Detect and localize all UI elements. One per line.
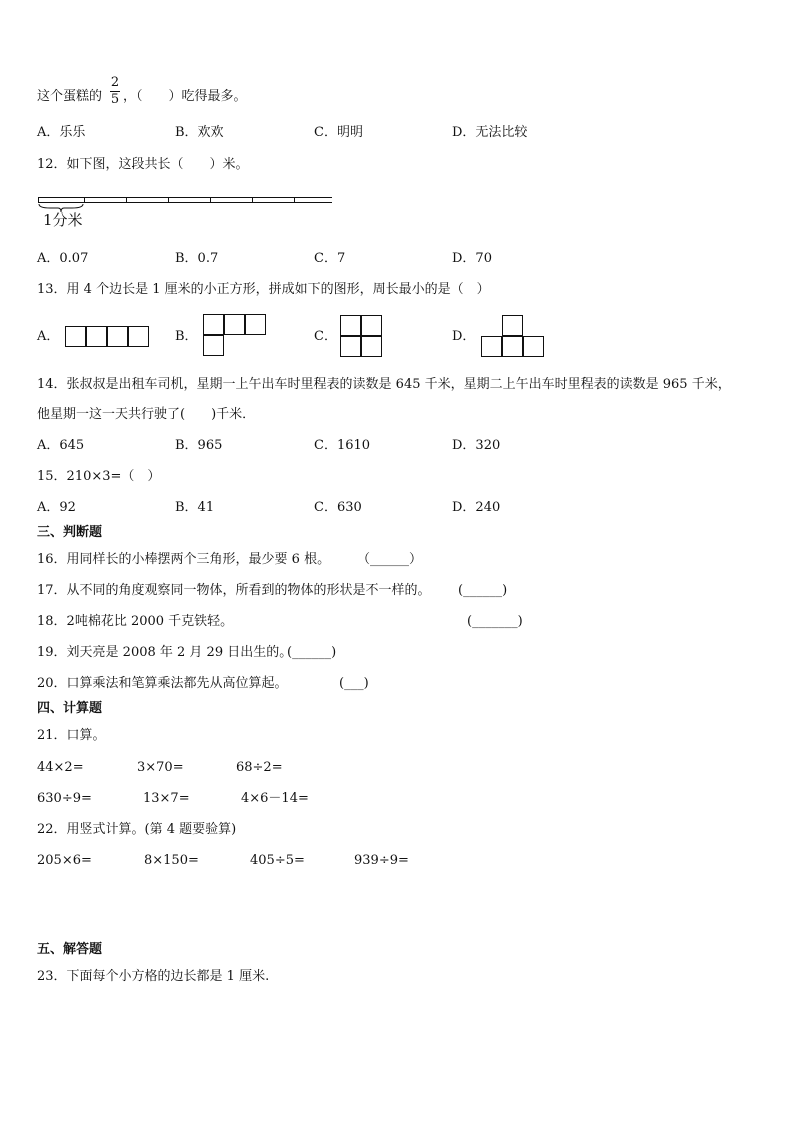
- shape-square: [65, 326, 86, 347]
- q23-stem: 23．下面每个小方格的边长都是 1 厘米.: [37, 969, 270, 984]
- q11-fraction-numerator: 2: [110, 75, 120, 90]
- q15-option-b: B．41: [175, 500, 215, 515]
- shape-square: [340, 336, 361, 357]
- q17-text: 17．从不同的角度观察同一物体，所看到的物体的形状是不一样的。: [37, 583, 431, 598]
- q18-blank: (_______): [467, 614, 523, 629]
- q12-stem: 12．如下图，这段共长（ ）米。: [37, 157, 249, 172]
- q11-text-prefix: 这个蛋糕的: [37, 89, 103, 104]
- shape-square: [107, 326, 128, 347]
- q14-option-a: A．645: [37, 438, 85, 453]
- ruler-tick: [210, 197, 211, 203]
- q14-option-c: C．1610: [314, 438, 371, 453]
- ruler-line-top: [38, 197, 332, 198]
- shape-square: [128, 326, 149, 347]
- q22-item: 8×150=: [144, 853, 199, 868]
- q17-blank: (______): [458, 583, 508, 598]
- q13-stem: 13．用 4 个边长是 1 厘米的小正方形，拼成如下的图形，周长最小的是（ ）: [37, 282, 490, 297]
- q22-stem: 22．用竖式计算。(第 4 题要验算): [37, 822, 237, 837]
- ruler-tick: [252, 197, 253, 203]
- shape-square: [245, 314, 266, 335]
- q21-item: 630÷9=: [37, 791, 92, 806]
- q14-option-b: B．965: [175, 438, 223, 453]
- q18-text: 18．2吨棉花比 2000 千克铁轻。: [37, 614, 234, 629]
- q15-option-a: A．92: [37, 500, 76, 515]
- q16-text: 16．用同样长的小棒摆两个三角形，最少要 6 根。: [37, 552, 331, 567]
- q15-stem: 15．210×3=（ ）: [37, 469, 161, 484]
- ruler-tick: [126, 197, 127, 203]
- shape-square: [502, 315, 523, 336]
- q12-option-b: B．0.7: [175, 251, 219, 266]
- q14-stem-line1: 14．张叔叔是出租车司机，星期一上午出车时里程表的读数是 645 千米，星期二上午出车时里程表的读数是 965 千米，: [37, 377, 731, 392]
- ruler-label: 1分米: [43, 211, 83, 229]
- shape-square: [361, 336, 382, 357]
- q14-option-d: D．320: [452, 438, 501, 453]
- q11-option-b: B．欢欢: [175, 125, 224, 140]
- q11-fraction-denominator: 5: [110, 92, 120, 107]
- q13-option-d: D．: [452, 329, 476, 344]
- shape-square: [203, 314, 224, 335]
- shape-square: [481, 336, 502, 357]
- section5-title: 五、解答题: [37, 942, 103, 957]
- ruler-tick: [168, 197, 169, 203]
- q22-item: 939÷9=: [354, 853, 409, 868]
- q13-option-a: A．: [37, 329, 60, 344]
- q16-blank: （______）: [357, 552, 423, 567]
- q22-item: 205×6=: [37, 853, 92, 868]
- q11-option-d: D．无法比较: [452, 125, 528, 140]
- q11-text-suffix: ，（ ）吃得最多。: [123, 89, 247, 104]
- section3-title: 三、判断题: [37, 525, 103, 540]
- q21-item: 13×7=: [143, 791, 190, 806]
- q21-item: 3×70=: [137, 760, 184, 775]
- q12-option-a: A．0.07: [37, 251, 89, 266]
- q21-item: 4×6－14=: [241, 791, 309, 806]
- shape-square: [203, 335, 224, 356]
- q11-option-a: A．乐乐: [37, 125, 86, 140]
- q19-text: 19．刘天亮是 2008 年 2 月 29 日出生的。: [37, 645, 293, 660]
- q13-option-c: C．: [314, 329, 337, 344]
- q15-option-d: D．240: [452, 500, 501, 515]
- section4-title: 四、计算题: [37, 701, 103, 716]
- q12-option-d: D．70: [452, 251, 492, 266]
- q19-blank: (______): [287, 645, 337, 660]
- q21-item: 68÷2=: [236, 760, 283, 775]
- q20-text: 20．口算乘法和笔算乘法都先从高位算起。: [37, 676, 288, 691]
- q21-item: 44×2=: [37, 760, 84, 775]
- shape-square: [523, 336, 544, 357]
- q21-stem: 21．口算。: [37, 728, 106, 743]
- q15-option-c: C．630: [314, 500, 362, 515]
- ruler-tick: [294, 197, 295, 203]
- q11-fraction: [110, 76, 120, 107]
- shape-square: [340, 315, 361, 336]
- shape-square: [361, 315, 382, 336]
- q11-option-c: C．明明: [314, 125, 363, 140]
- q22-item: 405÷5=: [250, 853, 305, 868]
- shape-square: [86, 326, 107, 347]
- shape-square: [502, 336, 523, 357]
- q12-option-c: C．7: [314, 251, 346, 266]
- shape-square: [224, 314, 245, 335]
- q14-stem-line2: 他星期一这一天共行驶了( )千米．: [37, 407, 256, 422]
- q13-option-b: B．: [175, 329, 198, 344]
- q20-blank: (___): [339, 676, 369, 691]
